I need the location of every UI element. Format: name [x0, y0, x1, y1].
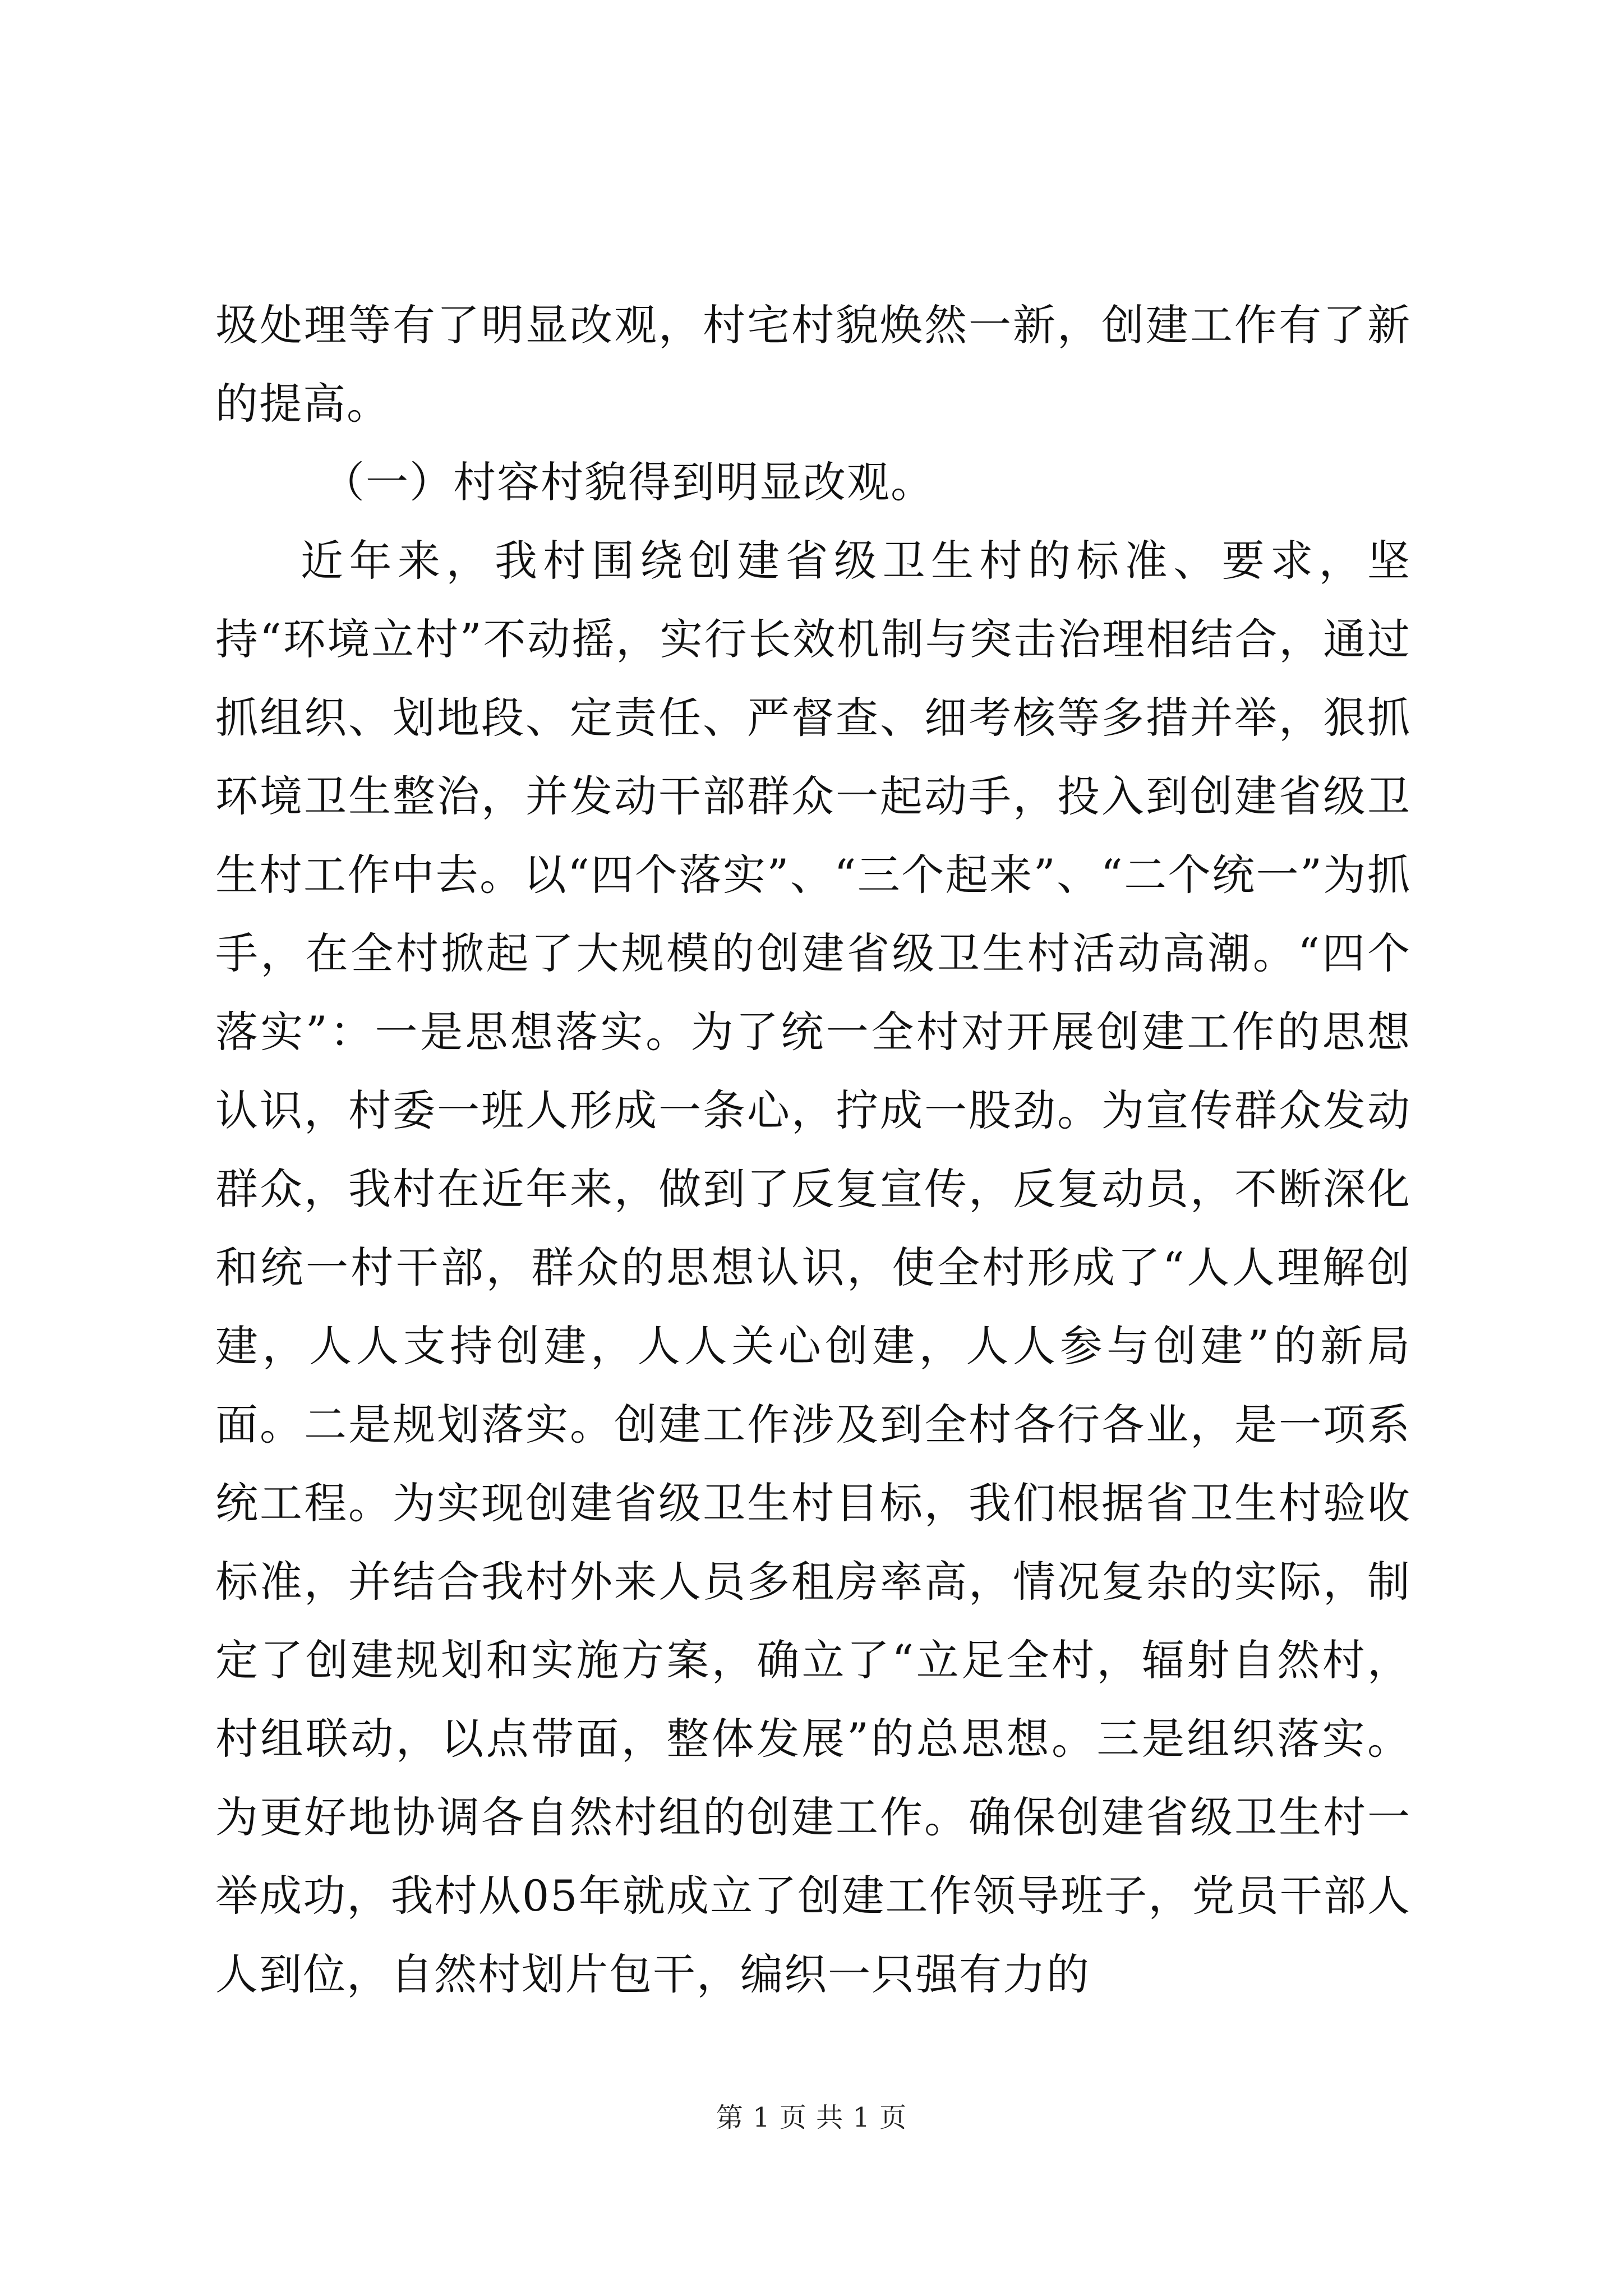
document-body [215, 286, 1411, 2014]
section-heading: （一）村容村貌得到明显改观。 [322, 457, 934, 507]
paragraph-body: 近年来，我村围绕创建省级卫生村的标准、要求，坚持“环境立村”不动摇，实行长效机制与突击治理相结合，通过抓组织、划地段、定责任、严督查、细考核等多措并举，狠抓环境卫生整治，并发动干部群众一起动手，投入到创建省级卫生村工作中去。以“四个落实”、“三个起来”、“二个统一”为抓手，在全村掀起了大规模的创建省级卫生村活动高潮。“四个落实”：一是思想落实。为了统一全村对开展创建工作的思想认识，村委一班人形成一条心，拧成一股劲。为宣传群众发动群众，我村在近年来，做到了反复宣传，反复动员，不断深化和统一村干部，群众的思想认识，使全村形成了“人人理解创建，人人支持创建，人人关心创建，人人参与创建”的新局面。二是规划落实。创建工作涉及到全村各行各业，是一项系统工程。为实现创建省级卫生村目标，我们根据省卫生村验收标准，并结合我村外来人员多租房率高，情况复杂的实际，制定了创建规划和实施方案，确立了“立足全村，辐射自然村，村组联动，以点带面，整体发展”的总思想。三是组织落实。为更好地协调各自然村组的创建工作。确保创建省级卫生村一举成功，我村从05年就成立了创建工作领导班子，党员干部人人到位，自然村划片包干，编织一只强有力的 [215, 536, 1411, 1999]
paragraph-continuation: 圾处理等有了明显改观，村宅村貌焕然一新，创建工作有了新的提高。 [215, 300, 1411, 429]
page-footer: 第 1 页 共 1 页 [716, 2102, 907, 2133]
